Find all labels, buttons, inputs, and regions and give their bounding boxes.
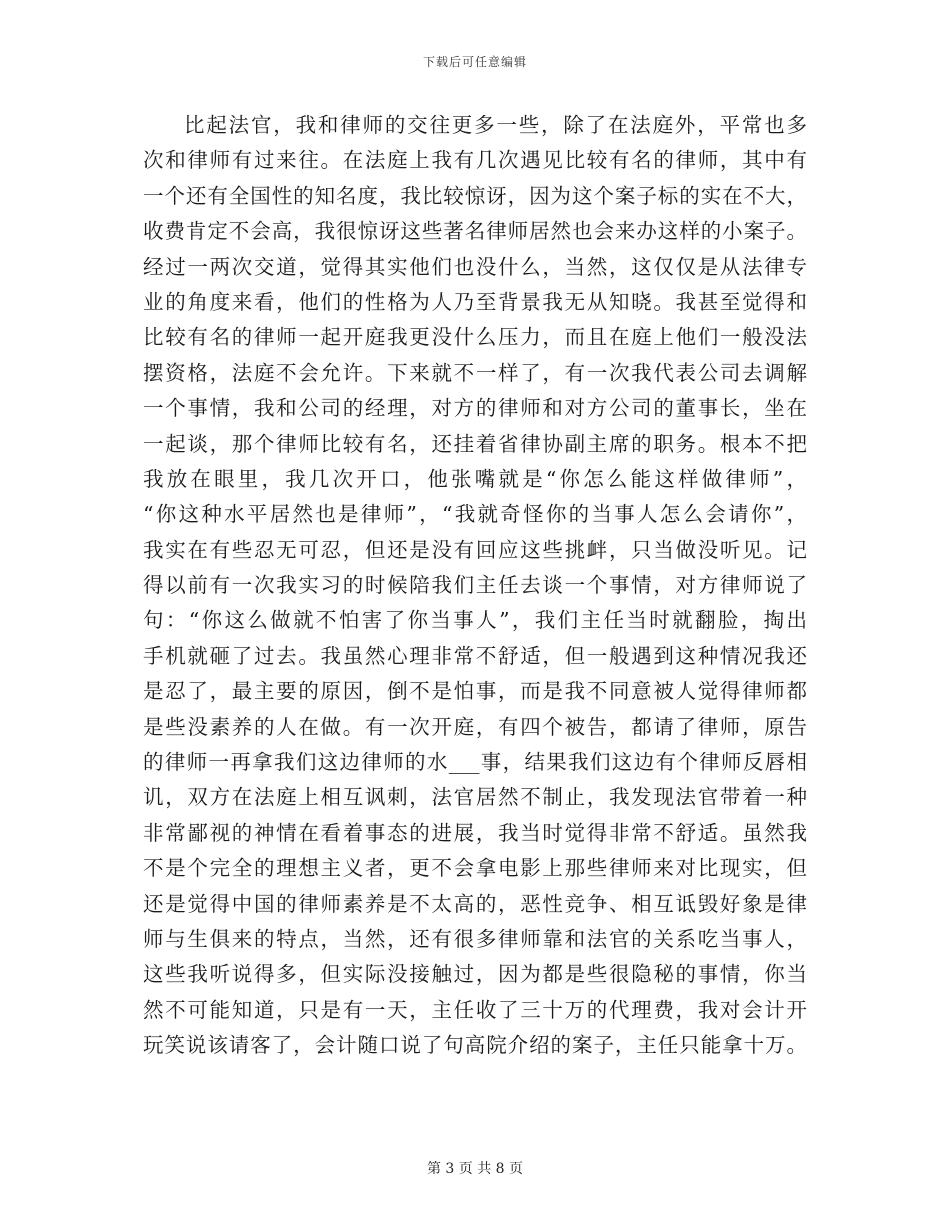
text-line: 我放在眼里，我几次开口，他张嘴就是“你怎么能这样做律师”， [143, 466, 807, 491]
text-line: 还是觉得中国的律师素养是不太高的，恶性竞争、相互诋毁好象是律 [143, 891, 807, 916]
text-line: 摆资格，法庭不会允许。下来就不一样了，有一次我代表公司去调解 [143, 360, 807, 385]
text-line: 师与生俱来的特点，当然，还有很多律师靠和法官的关系吃当事人， [143, 926, 807, 951]
text-line: 经过一两次交道，觉得其实他们也没什么，当然，这仅仅是从法律专 [143, 254, 807, 279]
text-line: “你这种水平居然也是律师”，“我就奇怪你的当事人怎么会请你”， [143, 502, 807, 527]
text-line: 玩笑说该请客了，会计随口说了句高院介绍的案子，主任只能拿十万。 [143, 1033, 807, 1058]
text-line: 是忍了，最主要的原因，倒不是怕事，而是我不同意被人觉得律师都 [143, 679, 807, 704]
page-header: 下载后可任意编辑 [422, 55, 527, 69]
text-line: 次和律师有过来往。在法庭上我有几次遇见比较有名的律师，其中有 [143, 148, 807, 173]
text-line: 一个事情，我和公司的经理，对方的律师和对方公司的董事长，坐在 [143, 396, 807, 421]
text-line: 讥，双方在法庭上相互讽刺，法官居然不制止，我发现法官带着一种 [143, 785, 807, 810]
text-line: 是些没素养的人在做。有一次开庭，有四个被告，都请了律师，原告 [143, 714, 807, 739]
text-line: 比起法官，我和律师的交往更多一些，除了在法庭外，平常也多 [184, 113, 807, 137]
text-line: 不是个完全的理想主义者，更不会拿电影上那些律师来对比现实，但 [143, 856, 807, 881]
text-line: 手机就砸了过去。我虽然心理非常不舒适，但一般遇到这种情况我还 [143, 643, 807, 668]
text-line: 这些我听说得多，但实际没接触过，因为都是些很隐秘的事情，你当 [143, 962, 807, 987]
text-line: 比较有名的律师一起开庭我更没什么压力，而且在庭上他们一般没法 [143, 325, 807, 350]
text-line: 我实在有些忍无可忍，但还是没有回应这些挑衅，只当做没听见。记 [143, 537, 807, 562]
text-line: 得以前有一次我实习的时候陪我们主任去谈一个事情，对方律师说了 [143, 573, 807, 598]
text-line: 非常鄙视的神情在看着事态的进展，我当时觉得非常不舒适。虽然我 [143, 820, 807, 845]
text-line: 句：“你这么做就不怕害了你当事人”，我们主任当时就翻脸，掏出 [143, 608, 807, 633]
text-line: 一起谈，那个律师比较有名，还挂着省律协副主席的职务。根本不把 [143, 431, 807, 456]
text-line: 一个还有全国性的知名度，我比较惊讶，因为这个案子标的实在不大， [143, 183, 807, 208]
body-paragraph [143, 108, 807, 1064]
text-line: 的律师一再拿我们这边律师的水___事，结果我们这边有个律师反唇相 [143, 750, 807, 775]
page-footer: 第 3 页 共 8 页 [426, 1161, 524, 1177]
text-line: 业的角度来看，他们的性格为人乃至背景我无从知晓。我甚至觉得和 [143, 289, 807, 314]
text-line: 收费肯定不会高，我很惊讶这些著名律师居然也会来办这样的小案子。 [143, 219, 807, 244]
text-line: 然不可能知道，只是有一天，主任收了三十万的代理费，我对会计开 [143, 997, 807, 1022]
